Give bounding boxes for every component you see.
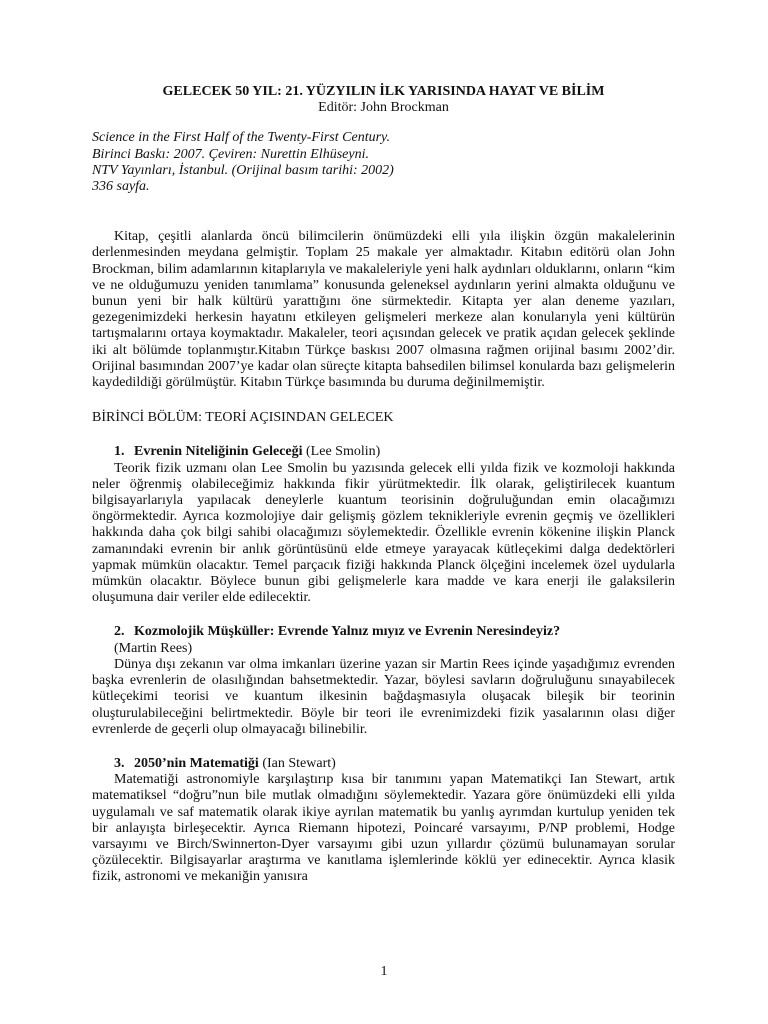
section-title: Evrenin Niteliğinin Geleceği (134, 444, 303, 460)
page-number: 1 (380, 964, 388, 979)
section-number: 3. (114, 755, 125, 771)
biblio-pages: 336 sayfa. (92, 179, 150, 195)
section-2 (92, 624, 675, 737)
section-number: 1. (114, 444, 125, 460)
editor-line: Editör: John Brockman (318, 100, 449, 116)
section-number: 2. (114, 624, 125, 640)
section-3 (92, 756, 675, 886)
section-heading (92, 444, 675, 460)
bibliographic-info (92, 130, 675, 195)
intro-paragraph: Kitap, çeşitli alanlarda öncü bilimcilerin önümüzdeki elli yıla ilişkin özgün makalelerinin derlenmesinden meydana gelmiştir. Toplam 25 makale yer almaktadır. Kitabın editörü olan John Brockman, bilim adamlarının kitaplarıyla ve makaleleriyle yeni halk aydınları olduklarını, onların “kim ve ne olduğumuzu yeniden tanımlama” konusunda geleneksel aydınların yerini almakta olduğunu ve bunun yeni bir halk kültürü yarattığını öne sürmektedir. Kitapta yer alan deneme yazıları, gezegenimizdeki herkesin hayatını etkileyen gelişmeleri merkeze alan konularıyla yeni kültürün tartışmalarını ortaya koymaktadır. Makaleler, teori açısından gelecek ve pratik açıdan gelecek şeklinde iki alt bölümde toplanmıştır.Kitabın Türkçe baskısı 2007 olmasına rağmen orijinal basımı 2002’dir. Orijinal basımından 2007’ye kadar olan süreçte kitapta bahsedilen bilimsel konularda bazı gelişmelerin kaydedildiği görülmüştür. Kitabın Türkçe basımında bu duruma değinilmemiştir. (92, 229, 675, 391)
section-1 (92, 444, 675, 606)
page-content (92, 84, 675, 904)
section-title: 2050’nin Matematiği (134, 755, 259, 771)
biblio-edition: Birinci Baskı: 2007. Çeviren: Nurettin Elhüseyni. (92, 146, 369, 162)
section-heading (92, 756, 675, 772)
section-author: (Ian Stewart) (262, 755, 336, 771)
section-body: Dünya dışı zekanın var olma imkanları üzerine yazan sir Martin Rees içinde yaşadığımız evrenden başka evrenlerin de olasılığından bahsetmektedir. Yazar, böylesi savların doğruluğunu sınayabilecek kütleçekimi teorisi ve kuantum ilkesinin bağdaşmasıyla oluşacak bileşik bir teorinin oluşturulabileceğini belirtmektedir. Böyle bir teori ile evrenimizdeki fizik yasalarının olası diğer evrenlerde de geçerli olup olmayacağı bilinebilir. (92, 656, 675, 737)
section-body: Teorik fizik uzmanı olan Lee Smolin bu yazısında gelecek elli yılda fizik ve kozmoloji hakkında neler öğrenmiş olabileceğimiz hakkında fikir yürütmektedir. İlk olarak, geliştirilecek kuantum bilgisayarlarıyla yapılacak deneylerle kuantum teorisinin doğruluğundan emin olacağımızı öngörmektedir. Ayrıca kozmolojiye dair gelişmiş gözlem teknikleriyle evrenin geçmiş ve özellikleri hakkında daha çok bilgi sahibi olacağımızı söylemektedir. Özellikle evrenin kökenine ilişkin Planck zamanındaki evrenin bir anlık görüntüsünü elde etmeye yarayacak kütleçekimi dalga dedektörleri yapmak mümkün olacaktır. Temel parçacık fiziği hakkında Planck ölçeğini incelemek özel uydularla mümkün olacaktır. Böylece bunun gibi gelişmelerle kara madde ve kara enerji ile galaksilerin oluşumuna dair veriler elde edilecektir. (92, 460, 675, 606)
section-author: (Lee Smolin) (306, 444, 381, 460)
section-author: (Martin Rees) (114, 640, 193, 656)
biblio-original-title: Science in the First Half of the Twenty-First Century. (92, 130, 390, 146)
biblio-publisher: NTV Yayınları, İstanbul. (Orijinal basım tarihi: 2002) (92, 162, 394, 178)
document-title: GELECEK 50 YIL: 21. YÜZYILIN İLK YARISINDA HAYAT VE BİLİM (162, 84, 605, 99)
part-heading: BİRİNCİ BÖLÜM: TEORİ AÇISINDAN GELECEK (92, 410, 394, 426)
section-body: Matematiği astronomiyle karşılaştırıp kısa bir tanımını yapan Matematikçi Ian Stewart, artık matematiksel “doğru”nun bile mutlak olmadığını söylemektedir. Yazara göre önümüzdeki elli yılda uygulamalı ve saf matematik olarak ikiye ayrılan matematik bu yanlış ayrımdan kurtulup yeniden tek bir anlayışta birleşecektir. Ayrıca Riemann hipotezi, Poincaré varsayımı, P/NP problemi, Hodge varsayımı ve Birch/Swinnerton-Dyer varsayımı gibi uzun yıllardır çözümü bulunamayan sorular çözülecektir. Bilgisayarlar araştırma ve kanıtlama işlemlerinde köklü yer edinecektir. Ayrıca klasik fizik, astronomi ve mekaniğin yanısıra (92, 772, 675, 885)
section-heading (92, 624, 675, 640)
section-title: Kozmolojik Müşküller: Evrende Yalnız mıyız ve Evrenin Neresindeyiz? (134, 624, 561, 640)
